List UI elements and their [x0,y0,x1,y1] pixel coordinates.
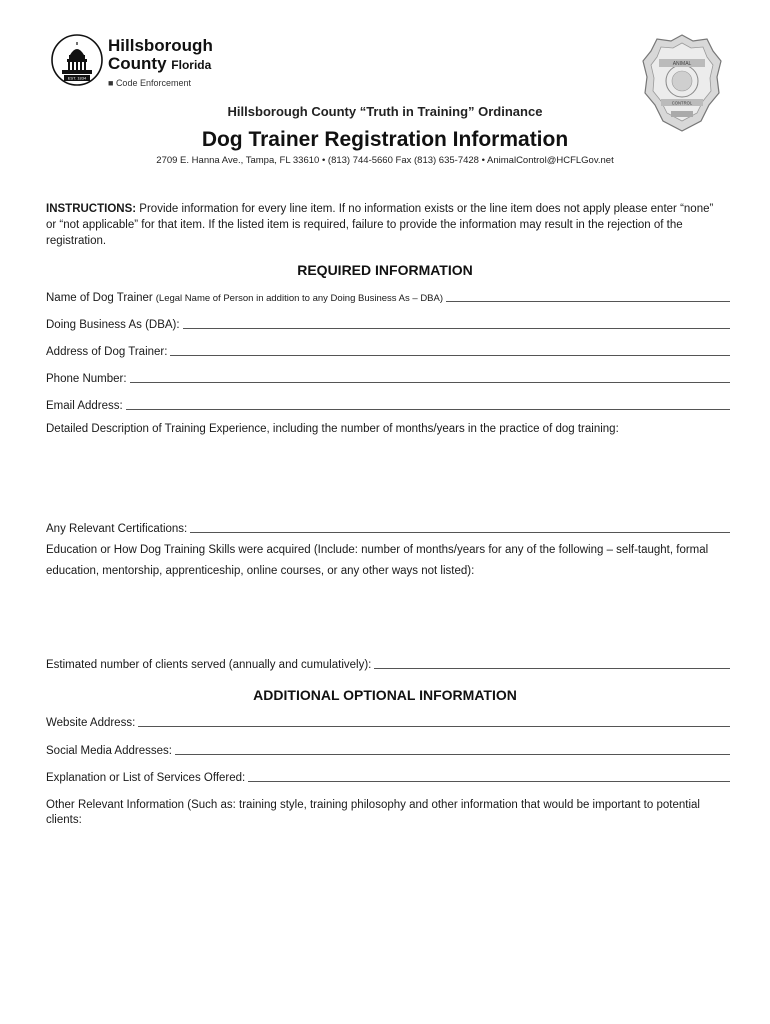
name-line[interactable] [446,290,730,302]
email-field[interactable] [46,398,730,412]
services-field[interactable] [46,770,730,784]
education-label: Education or How Dog Training Skills were acquired (Include: number of months/years for any of the following – self-taught, formal education, mentorship, apprenticeship, online courses, or any other ways not listed): [46,544,709,577]
social-label: Social Media Addresses: [46,745,172,757]
courthouse-dome-icon [50,33,104,87]
address-line[interactable] [170,344,730,356]
clients-field[interactable] [46,657,730,671]
contact-address: 2709 E. Hanna Ave., Tampa, FL 33610 • (813) 744-5660 Fax (813) 635-7428 • AnimalControl@HCFLGov.net [156,155,614,166]
other-info-area[interactable] [46,835,730,1005]
instructions [46,201,726,249]
experience-label: Detailed Description of Training Experience, including the number of months/years in the practice of dog training: [46,423,619,435]
email-line[interactable] [126,398,730,410]
dba-line[interactable] [183,317,730,329]
social-field[interactable] [46,743,730,757]
logo-state: Florida [171,58,212,72]
address-label: Address of Dog Trainer: [46,346,168,358]
phone-field[interactable] [46,371,730,385]
instructions-label: INSTRUCTIONS: [46,203,137,215]
logo-name-line2: County [108,54,167,73]
instructions-text: Provide information for every line item. If no information exists or the line item does not apply please enter “none” or “not applicable” for that item. If the listed item is required, failure to provide the information may result in the rejection of the registration. [46,203,714,247]
other-info-label: Other Relevant Information (Such as: training style, training philosophy and other information that would be important to potential clients: [46,799,700,826]
social-line[interactable] [175,743,730,755]
website-field[interactable] [46,715,730,729]
optional-heading: ADDITIONAL OPTIONAL INFORMATION [253,687,517,703]
dba-label: Doing Business As (DBA): [46,319,180,331]
address-field[interactable] [46,344,730,358]
county-logo [50,33,250,93]
certifications-line[interactable] [190,521,730,533]
required-heading: REQUIRED INFORMATION [297,262,473,278]
logo-department: ■ Code Enforcement [108,78,191,88]
name-note: (Legal Name of Person in addition to any Doing Business As – DBA) [155,293,444,304]
email-label: Email Address: [46,400,123,412]
ordinance-title: Hillsborough County “Truth in Training” Ordinance [227,104,543,119]
logo-name-line1: Hillsborough [108,36,213,55]
experience-area[interactable] [46,442,730,512]
phone-label: Phone Number: [46,373,127,385]
logo-name [108,37,213,74]
phone-line[interactable] [130,371,730,383]
education-area[interactable] [46,590,730,650]
certifications-label: Any Relevant Certifications: [46,523,188,535]
clients-label: Estimated number of clients served (annually and cumulatively): [46,659,372,671]
name-label: Name of Dog Trainer [46,292,153,304]
logo-est: EST. 1834 [67,75,87,81]
website-line[interactable] [138,715,730,727]
svg-text:CONTROL: CONTROL [671,100,693,106]
svg-text:ANIMAL: ANIMAL [672,61,692,67]
page-title: Dog Trainer Registration Information [201,128,569,151]
website-label: Website Address: [46,717,136,729]
services-label: Explanation or List of Services Offered: [46,772,246,784]
clients-line[interactable] [374,657,730,669]
name-field[interactable] [46,290,730,304]
certifications-field[interactable] [46,521,730,535]
services-line[interactable] [248,770,730,782]
dba-field[interactable] [46,317,730,331]
